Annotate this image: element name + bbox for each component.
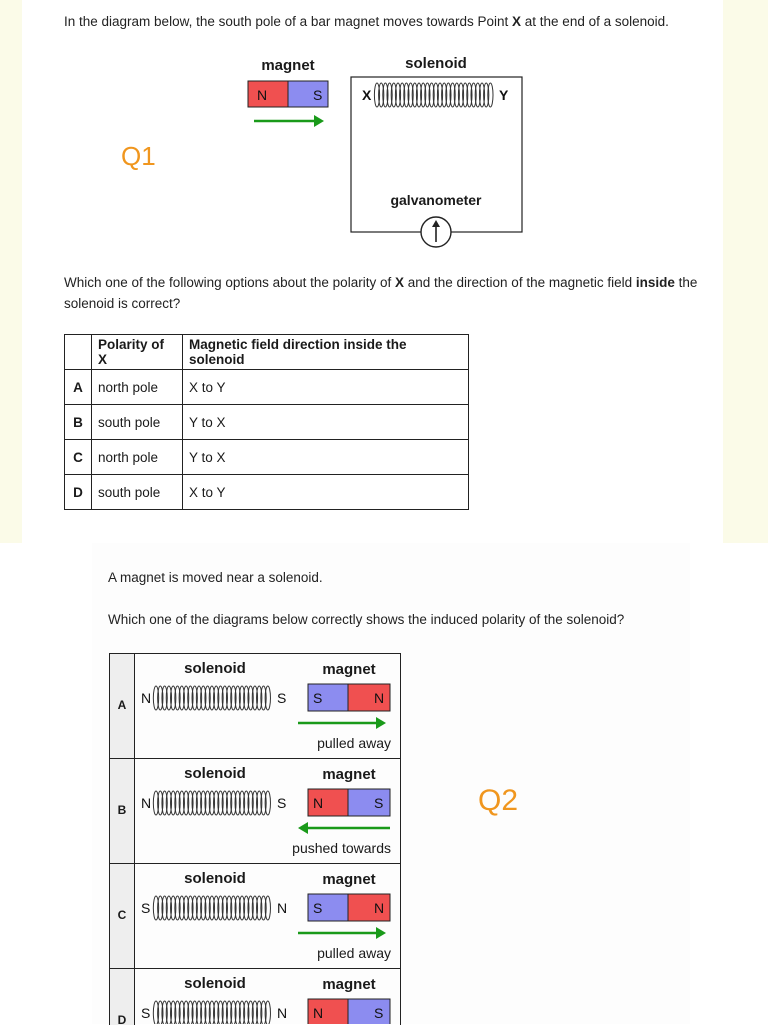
q1-question-x: X <box>394 275 404 290</box>
magnet-label: magnet <box>322 766 376 783</box>
q1-diagram <box>240 50 540 255</box>
magnet-pole-left: N <box>313 1005 324 1021</box>
solenoid-label: solenoid <box>184 870 246 887</box>
option-diagram-d <box>141 975 390 1024</box>
solenoid-coil <box>153 1001 270 1024</box>
solenoid-end-x: X <box>362 87 372 103</box>
solenoid-pole-right: S <box>277 795 287 811</box>
magnet-pole-left: S <box>313 690 323 706</box>
option-polarity: north pole <box>92 370 183 405</box>
option-letter: D <box>65 475 92 510</box>
option-polarity: north pole <box>92 440 183 475</box>
option-row-b[interactable] <box>65 405 469 440</box>
option-direction: X to Y <box>183 370 469 405</box>
option-direction: X to Y <box>183 475 469 510</box>
motion-arrowhead <box>376 717 386 729</box>
solenoid-pole-left: N <box>141 690 152 706</box>
q1-question-text-2: and the direction of the magnetic field <box>403 275 636 290</box>
q1-question-inside: inside <box>635 275 675 290</box>
q1-intro-text: In the diagram below, the south pole of a bar magnet moves towards Point <box>64 14 513 29</box>
option-letter-d[interactable]: D <box>117 1013 127 1027</box>
magnet-pole-right: S <box>374 795 384 811</box>
motion-arrowhead <box>298 822 308 834</box>
solenoid-pole-right: S <box>277 690 287 706</box>
q1-options-table <box>64 334 469 510</box>
option-row-d[interactable] <box>65 475 469 510</box>
option-diagram-b <box>141 765 391 856</box>
q1-label: Q1 <box>121 141 156 171</box>
magnet-motion-arrowhead <box>314 115 324 127</box>
table-header-row <box>65 335 469 370</box>
solenoid-coil <box>153 791 270 815</box>
option-letter-b[interactable]: B <box>117 803 127 817</box>
solenoid-pole-right: N <box>277 1005 288 1021</box>
solenoid-label: solenoid <box>184 765 246 782</box>
option-letter: B <box>65 405 92 440</box>
q2-question: Which one of the diagrams below correctly shows the induced polarity of the solenoid? <box>108 612 625 627</box>
solenoid-pole-left: S <box>141 1005 151 1021</box>
header-letter <box>65 335 92 370</box>
motion-label: pulled away <box>317 945 391 961</box>
galvanometer-label: galvanometer <box>390 192 482 208</box>
option-letter-c[interactable]: C <box>117 908 127 922</box>
solenoid-coil <box>153 686 270 710</box>
solenoid-coil <box>153 896 270 920</box>
option-letter-a[interactable]: A <box>117 698 127 712</box>
solenoid-pole-left: S <box>141 900 151 916</box>
q2-options-diagrams <box>134 653 399 1024</box>
magnet-right-half <box>348 789 390 816</box>
magnet-pole-left: N <box>313 795 324 811</box>
motion-label: pulled away <box>317 735 391 751</box>
solenoid-pole-right: N <box>277 900 288 916</box>
magnet-label: magnet <box>261 57 315 74</box>
motion-arrowhead <box>376 927 386 939</box>
option-letter: A <box>65 370 92 405</box>
magnet-label: magnet <box>322 871 376 888</box>
q2-intro: A magnet is moved near a solenoid. <box>108 570 323 585</box>
option-polarity: south pole <box>92 405 183 440</box>
solenoid-pole-left: N <box>141 795 152 811</box>
option-diagram-a <box>141 660 391 751</box>
magnet-right-half <box>348 999 390 1024</box>
q1-intro <box>64 14 669 29</box>
q1-intro-point: X <box>512 14 522 29</box>
option-row-a[interactable] <box>65 370 469 405</box>
magnet-pole-right: N <box>374 690 385 706</box>
solenoid-label: solenoid <box>184 660 246 677</box>
q1-question-text-3: the solenoid is correct? <box>64 275 698 311</box>
magnet-north-half <box>248 81 288 107</box>
option-row-c[interactable] <box>65 440 469 475</box>
option-polarity: south pole <box>92 475 183 510</box>
magnet-label: magnet <box>322 661 376 678</box>
q2-label: Q2 <box>478 784 519 817</box>
magnet-n-letter: N <box>257 87 268 103</box>
header-direction: Magnetic field direction inside the solenoid <box>183 335 469 370</box>
motion-label: pushed towards <box>292 840 391 856</box>
magnet-pole-right: S <box>374 1005 384 1021</box>
q1-question-text: Which one of the following options about the polarity of <box>64 275 395 290</box>
option-direction: Y to X <box>183 405 469 440</box>
left-margin <box>0 0 22 543</box>
q1-question <box>64 272 724 314</box>
q1-intro-text-end: at the end of a solenoid. <box>521 14 669 29</box>
solenoid-end-y: Y <box>499 87 509 103</box>
option-letter: C <box>65 440 92 475</box>
header-polarity: Polarity of X <box>92 335 183 370</box>
solenoid-label: solenoid <box>184 975 246 992</box>
option-diagram-c <box>141 870 391 961</box>
magnet-pole-right: N <box>374 900 385 916</box>
right-margin <box>723 0 768 543</box>
magnet-pole-left: S <box>313 900 323 916</box>
magnet-label: magnet <box>322 976 376 993</box>
option-direction: Y to X <box>183 440 469 475</box>
solenoid-label: solenoid <box>405 55 467 72</box>
magnet-s-letter: S <box>313 87 323 103</box>
